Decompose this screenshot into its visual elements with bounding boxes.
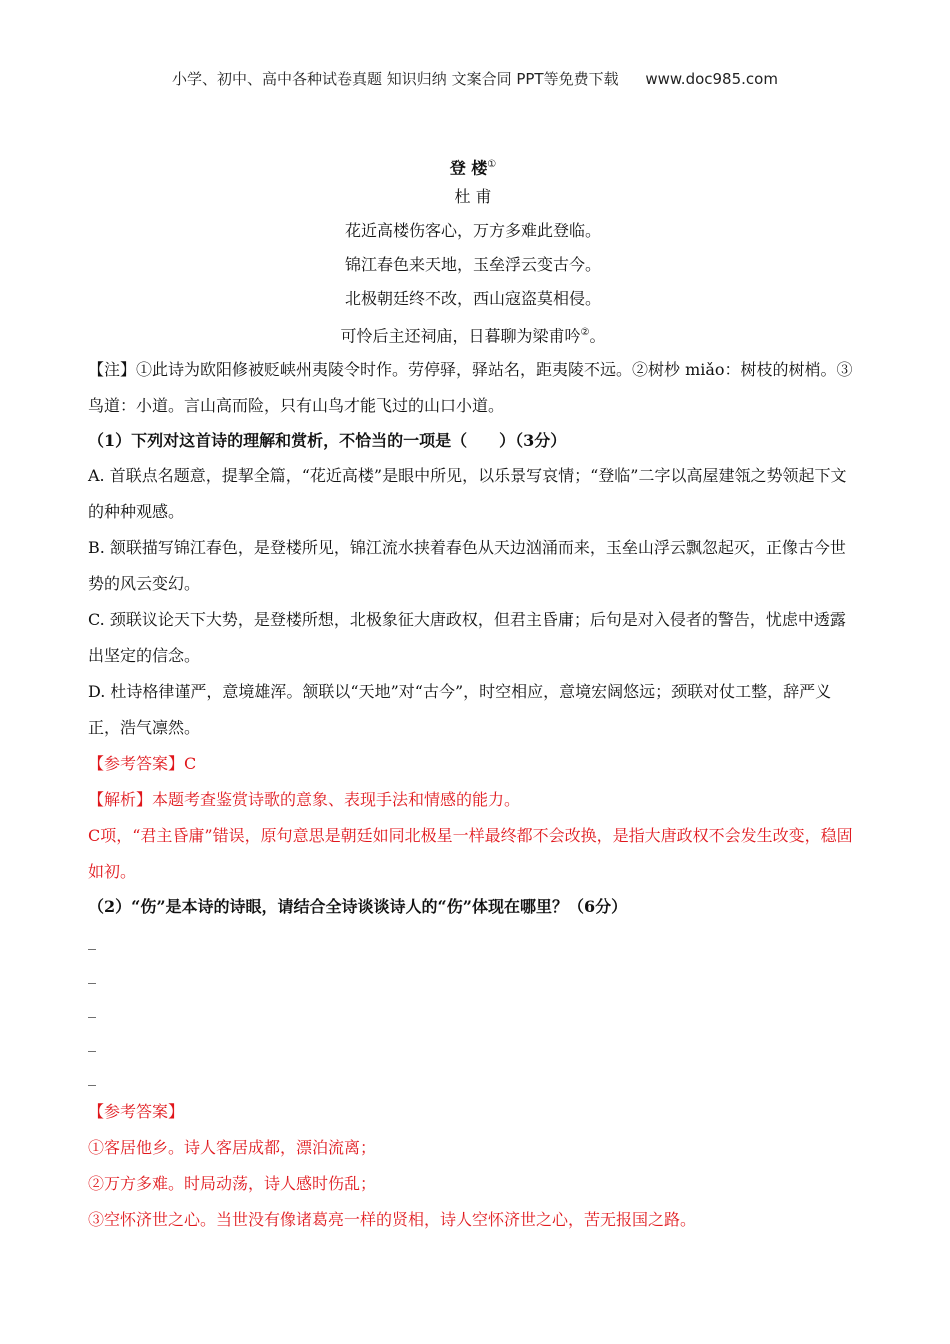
poem-title-footnote-mark: ① [487,159,497,170]
answer-blank-line[interactable]: _ [88,1067,96,1086]
answer-blank-line[interactable]: _ [88,931,96,950]
question-1: （1）下列对这首诗的理解和赏析，不恰当的一项是（ ）（3分） [88,431,567,450]
poem-line: 锦江春色来天地，玉垒浮云变古今。 [344,255,601,274]
question-2: （2）“伤”是本诗的诗眼，请结合全诗谈谈诗人的“伤”体现在哪里？（6分） [88,897,628,916]
poem-title-text: 登 楼 [449,158,488,178]
answer-blank-line[interactable]: _ [88,965,96,984]
document-body [88,150,858,1238]
q1-explanation: C项，“君主昏庸”错误，原句意思是朝廷如同北极星一样最终都不会改换，是指大唐政权不会发生改变，稳固如初。 [88,826,853,881]
poem-title [88,150,858,180]
option-c: C. 颈联议论天下大势，是登楼所想，北极象征大唐政权，但君主昏庸；后句是对入侵者的警告，忧虑中透露出坚定的信念。 [88,610,846,665]
option-a: A. 首联点名题意，提挈全篇，“花近高楼”是眼中所见，以乐景写哀情；“登临”二字以高屋建瓴之势领起下文的种种观感。 [88,466,847,521]
header-text: 小学、初中、高中各种试卷真题 知识归纳 文案合同 PPT等免费下载 [172,70,619,88]
option-b: B. 颔联描写锦江春色，是登楼所见，锦江流水挟着春色从天边汹涌而来，玉垒山浮云飘忽起灭，正像古今世势的风云变幻。 [88,538,846,593]
poem-line [88,316,858,350]
poem-note: 【注】①此诗为欧阳修被贬峡州夷陵令时作。劳停驿，驿站名，距夷陵不远。②树杪 miǎo：树枝的树梢。③鸟道：小道。言山高而险，只有山鸟才能飞过的山口小道。 [88,360,853,415]
poem-line-text: 可怜后主还祠庙，日暮聊为梁甫吟 [340,326,581,346]
q2-answer-point: ③空怀济世之心。当世没有像诸葛亮一样的贤相，诗人空怀济世之心，苦无报国之路。 [88,1210,697,1229]
poem-line: 北极朝廷终不改，西山寇盗莫相侵。 [344,289,601,308]
q2-answer-point: ②万方多难。时局动荡，诗人感时伤乱； [88,1174,377,1193]
option-d: D. 杜诗格律谨严，意境雄浑。颔联以“天地”对“古今”，时空相应，意境宏阔悠远；颈联对仗工整，辞严义正，浩气凛然。 [88,682,832,737]
q2-answer-label: 【参考答案】 [88,1102,185,1121]
header-url[interactable]: www.doc985.com [645,70,778,88]
answer-blank-line[interactable]: _ [88,999,96,1018]
poem-line-footnote-mark: ② [580,327,590,338]
poem-line: 花近高楼伤客心，万方多难此登临。 [344,221,601,240]
page-header [0,68,950,89]
poem-author: 杜 甫 [454,187,492,206]
q2-answer-point: ①客居他乡。诗人客居成都，漂泊流离； [88,1138,377,1157]
q1-analysis: 【解析】本题考查鉴赏诗歌的意象、表现手法和情感的能力。 [88,790,521,809]
answer-blank-line[interactable]: _ [88,1033,96,1052]
poem-line-end: 。 [589,326,606,346]
q1-answer: 【参考答案】C [88,754,197,773]
